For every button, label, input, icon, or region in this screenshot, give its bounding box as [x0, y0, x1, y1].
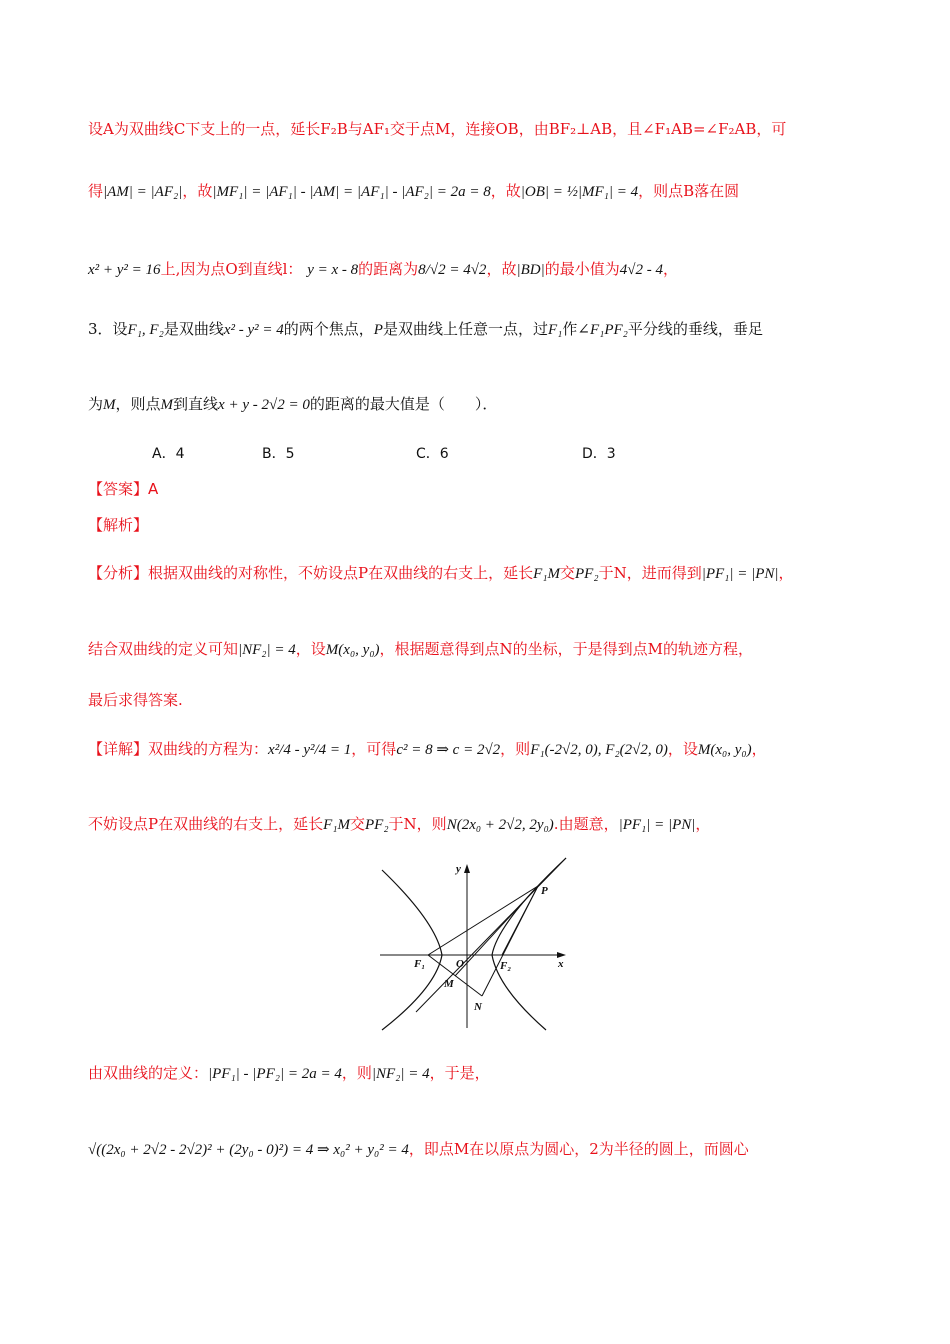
detail-line — [88, 813, 710, 836]
math-expression: x + y - 2√2 = 0 — [218, 397, 310, 413]
analysis-line: 最后求得答案. — [88, 691, 183, 709]
text: 的距离为 — [358, 260, 419, 278]
math-expression: M(x₀, y₀) — [697, 742, 752, 758]
text: ，根据题意得到点N的坐标，于是得到点M的轨迹方程， — [379, 640, 754, 658]
text: ，于是， — [429, 1064, 490, 1082]
math-expression: PF₂ — [365, 817, 389, 833]
asymptote — [416, 858, 566, 1012]
text: 得 — [88, 182, 104, 200]
math-expression: x² - y² = 4 — [223, 322, 284, 338]
analysis-line — [88, 638, 753, 661]
text: 双曲线的方程为： — [148, 740, 269, 758]
option-d: D．3 — [582, 446, 616, 462]
detail-line — [88, 738, 767, 761]
text: 到直线 — [173, 395, 219, 413]
answer-value: A — [148, 480, 159, 498]
answer-tag: 【答案】 — [88, 480, 149, 498]
text: ，设 — [295, 640, 326, 658]
line-f1-p — [428, 886, 538, 955]
math-expression: |BD| — [516, 262, 545, 278]
detail-line — [88, 1062, 490, 1085]
text: 上,因为点O到直线l： — [160, 260, 303, 278]
label-x: x — [558, 958, 564, 970]
question-line — [88, 393, 497, 416]
math-expression: F₁(-2√2, 0), F₂(2√2, 0) — [530, 742, 668, 758]
text: ，设 — [667, 740, 698, 758]
math-expression: |NF₂| = 4 — [238, 642, 296, 658]
math-expression: F₁M — [323, 817, 350, 833]
option-a: A．4 — [152, 446, 185, 462]
question-number: 3．设 — [88, 320, 128, 338]
text: 根据双曲线的对称性，不妨设点P在双曲线的右支上，延长 — [148, 564, 534, 582]
detail-line — [88, 1138, 749, 1161]
math-expression: F₁ — [547, 322, 563, 338]
text: ， — [695, 815, 711, 833]
text: ，可得 — [351, 740, 397, 758]
math-expression: x²/4 - y²/4 = 1 — [268, 742, 352, 758]
label-p: P — [541, 885, 548, 897]
text: ，故 — [490, 182, 521, 200]
math-expression: PF₂ — [575, 566, 599, 582]
paragraph-line: 设A为双曲线C下支上的一点，延长F₂B与AF₁交于点M，连接OB，由BF₂⊥AB，且∠F₁AB=∠F₂AB，可 — [88, 120, 787, 138]
text: 交 — [349, 815, 365, 833]
paragraph-line — [88, 258, 678, 281]
analysis-line — [88, 562, 794, 585]
text: ，则点 — [115, 395, 161, 413]
text: ，即点M在以原点为圆心，2为半径的圆上，而圆心 — [408, 1140, 749, 1158]
asymptote-hidden — [382, 852, 546, 1028]
text: ， — [662, 260, 678, 278]
text: 是双曲线 — [163, 320, 224, 338]
math-expression: x² + y² = 16 — [88, 262, 161, 278]
text: 的最小值为 — [544, 260, 620, 278]
text: 是双曲线上任意一点，过 — [382, 320, 548, 338]
math-expression: |AM| = |AF₂| — [103, 184, 183, 200]
math-expression: 4√2 - 4 — [619, 262, 663, 278]
option-c: C．6 — [416, 446, 449, 462]
text: 交 — [560, 564, 576, 582]
hyperbola-left-branch — [382, 870, 442, 1030]
math-expression: |MF₁| = |AF₁| - |AM| = |AF₁| - |AF₂| = 2a = 8 — [212, 184, 491, 200]
text: 平分线的垂线，垂足 — [627, 320, 763, 338]
paragraph-line — [88, 180, 739, 203]
option-b: B．5 — [262, 446, 295, 462]
text: ，故 — [486, 260, 517, 278]
section-tag: 【详解】 — [88, 740, 149, 758]
text: ， — [751, 740, 767, 758]
text: 不妨设点P在双曲线的右支上，延长 — [88, 815, 324, 833]
text: 为 — [88, 395, 104, 413]
math-expression: |PF₁| = |PN| — [701, 566, 779, 582]
math-expression: F₁, F₂ — [127, 322, 164, 338]
math-expression: y = x - 8 — [307, 262, 359, 278]
text: ，则 — [341, 1064, 372, 1082]
label-n: N — [474, 1001, 482, 1013]
math-expression: N(2x₀ + 2√2, 2y₀) — [446, 817, 554, 833]
text: ， — [778, 564, 794, 582]
line-p-n — [482, 886, 538, 996]
text: 的两个焦点， — [283, 320, 374, 338]
math-expression: M(x₀, y₀) — [325, 642, 380, 658]
y-axis-arrow — [464, 864, 470, 873]
text: ，则 — [500, 740, 531, 758]
math-expression: √((2x₀ + 2√2 - 2√2)² + (2y₀ - 0)²) = 4 ⇒ x₀² + y₀² = 4 — [88, 1142, 409, 1158]
math-expression: ∠F₁PF₂ — [577, 322, 628, 338]
label-f2: F₂ — [500, 960, 512, 972]
hyperbola-right-branch — [492, 858, 566, 1030]
text: 由双曲线的定义： — [88, 1064, 209, 1082]
math-expression: |PF₁| = |PN| — [618, 817, 696, 833]
analysis-tag: 【解析】 — [88, 516, 149, 534]
math-expression: |NF₂| = 4 — [371, 1066, 430, 1082]
math-expression: F₁M — [533, 566, 560, 582]
question-line — [88, 318, 763, 341]
hyperbola-figure — [376, 852, 572, 1032]
text: 于N，进而得到 — [598, 564, 702, 582]
label-origin: O — [456, 958, 464, 970]
math-expression: |PF₁| - |PF₂| = 2a = 4 — [208, 1066, 342, 1082]
text: 作 — [562, 320, 578, 338]
math-expression: P — [373, 322, 383, 338]
math-expression: M — [103, 397, 116, 413]
math-expression: 8/√2 = 4√2 — [418, 262, 487, 278]
label-m: M — [444, 978, 454, 990]
section-tag: 【分析】 — [88, 564, 149, 582]
text: 于N，则 — [388, 815, 447, 833]
text: 的距离的最大值是（ ）． — [309, 395, 498, 413]
text: ，故 — [182, 182, 213, 200]
text: 结合双曲线的定义可知 — [88, 640, 239, 658]
label-y: y — [456, 863, 461, 875]
answer-line — [88, 478, 158, 500]
text: ，则点B落在圆 — [638, 182, 740, 200]
math-expression: c² = 8 ⇒ c = 2√2 — [396, 742, 501, 758]
math-expression: M — [160, 397, 174, 413]
text: .由题意， — [553, 815, 619, 833]
math-expression: |OB| = ½|MF₁| = 4 — [520, 184, 639, 200]
label-f1: F₁ — [414, 958, 426, 970]
